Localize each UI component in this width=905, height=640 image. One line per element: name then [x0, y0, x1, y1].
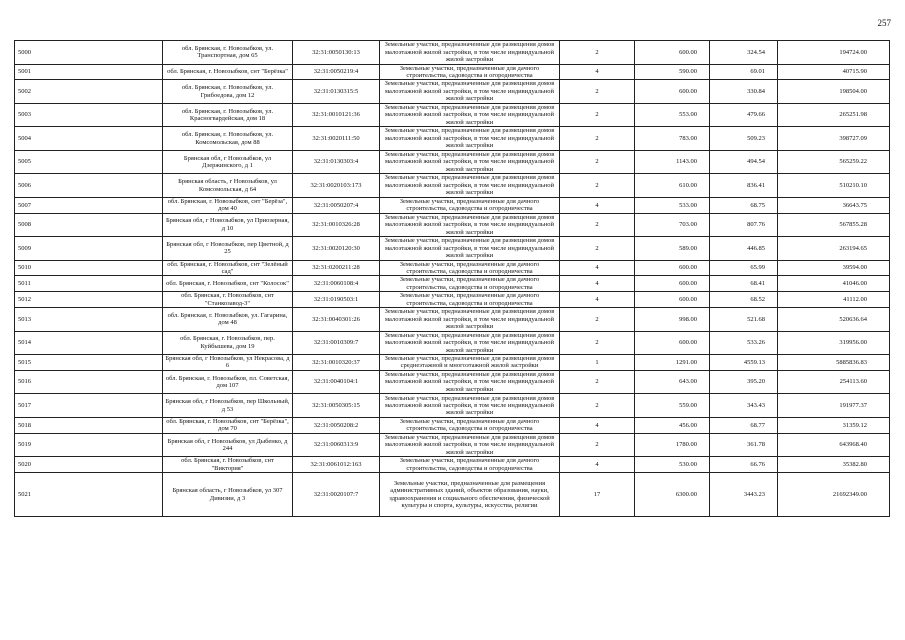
land-use-cell: Земельные участки, предназначенные для размещения домов малоэтажной жилой застройки, в том числе индивидуальной жилой застройки — [380, 174, 560, 198]
address-cell: Брянская обл, г Новозыбков, ул Приозерная, д 10 — [163, 213, 293, 237]
area-cell: 600.00 — [635, 292, 710, 308]
cadastral-number-cell: 32:31:0050130:13 — [293, 41, 380, 65]
land-use-cell: Земельные участки, предназначенные для дачного строительства, садоводства и огородничества — [380, 64, 560, 80]
area-cell: 1143.00 — [635, 150, 710, 174]
land-use-cell: Земельные участки, предназначенные для размещения домов малоэтажной жилой застройки, в том числе индивидуальной жилой застройки — [380, 308, 560, 332]
cadastral-number-cell: 32:31:0130303:4 — [293, 150, 380, 174]
cadastral-value-cell: 265251.98 — [778, 103, 890, 127]
cadastral-number-cell: 32:31:0060108:4 — [293, 276, 380, 292]
area-cell: 6300.00 — [635, 473, 710, 517]
group-cell: 4 — [560, 64, 635, 80]
cadastral-number-cell: 32:31:0190503:1 — [293, 292, 380, 308]
unit-value-cell: 807.76 — [710, 213, 778, 237]
cadastral-value-cell: 254113.60 — [778, 370, 890, 394]
unit-value-cell: 3443.23 — [710, 473, 778, 517]
cadastral-number-cell: 32:31:0061012:163 — [293, 457, 380, 473]
unit-value-cell: 4559.13 — [710, 355, 778, 371]
row-number-cell: 5012 — [15, 292, 163, 308]
page-number: 257 — [877, 18, 891, 28]
cadastral-number-cell: 32:31:0040104:1 — [293, 370, 380, 394]
address-cell: Брянская обл, г Новозыбков, пер Цветной, д 25 — [163, 237, 293, 261]
area-cell: 643.00 — [635, 370, 710, 394]
cadastral-value-cell: 398727.09 — [778, 127, 890, 151]
group-cell: 2 — [560, 433, 635, 457]
area-cell: 559.00 — [635, 394, 710, 418]
address-cell: обл. Брянская, г. Новозыбков, снт "Берёза", дом 40 — [163, 197, 293, 213]
group-cell: 2 — [560, 237, 635, 261]
group-cell: 2 — [560, 150, 635, 174]
row-number-cell: 5005 — [15, 150, 163, 174]
address-cell: Брянская область, г Новозыбков, ул Комсомольская, д 64 — [163, 174, 293, 198]
cadastral-number-cell: 32:31:0010326:28 — [293, 213, 380, 237]
area-cell: 600.00 — [635, 260, 710, 276]
address-cell: обл. Брянская, г. Новозыбков, снт "Станкозавод-3" — [163, 292, 293, 308]
group-cell: 2 — [560, 174, 635, 198]
group-cell: 4 — [560, 260, 635, 276]
area-cell: 456.00 — [635, 417, 710, 433]
cadastral-value-cell: 198504.00 — [778, 80, 890, 104]
unit-value-cell: 479.66 — [710, 103, 778, 127]
group-cell: 2 — [560, 394, 635, 418]
cadastral-value-cell: 21692349.00 — [778, 473, 890, 517]
unit-value-cell: 65.99 — [710, 260, 778, 276]
area-cell: 600.00 — [635, 276, 710, 292]
cadastral-number-cell: 32:31:0020107:7 — [293, 473, 380, 517]
cadastral-value-cell: 319956.00 — [778, 331, 890, 355]
group-cell: 4 — [560, 457, 635, 473]
cadastral-number-cell: 32:31:0010121:36 — [293, 103, 380, 127]
address-cell: обл. Брянская, г. Новозыбков, снт "Зелёный сад" — [163, 260, 293, 276]
row-number-cell: 5003 — [15, 103, 163, 127]
land-use-cell: Земельные участки, предназначенные для размещения домов малоэтажной жилой застройки, в том числе индивидуальной жилой застройки — [380, 394, 560, 418]
group-cell: 2 — [560, 127, 635, 151]
row-number-cell: 5009 — [15, 237, 163, 261]
cadastral-number-cell: 32:31:0010309:7 — [293, 331, 380, 355]
address-cell: Брянская обл, г Новозыбков, ул Дзержинского, д 1 — [163, 150, 293, 174]
group-cell: 17 — [560, 473, 635, 517]
table-row — [15, 213, 890, 237]
cadastral-number-cell: 32:31:0050207:4 — [293, 197, 380, 213]
area-cell: 1291.00 — [635, 355, 710, 371]
group-cell: 2 — [560, 308, 635, 332]
row-number-cell: 5002 — [15, 80, 163, 104]
group-cell: 2 — [560, 103, 635, 127]
address-cell: обл. Брянская, г. Новозыбков, ул. Гагарина, дом 48 — [163, 308, 293, 332]
unit-value-cell: 68.52 — [710, 292, 778, 308]
row-number-cell: 5018 — [15, 417, 163, 433]
group-cell: 2 — [560, 213, 635, 237]
land-use-cell: Земельные участки, предназначенные для размещения домов малоэтажной жилой застройки, в том числе индивидуальной жилой застройки — [380, 80, 560, 104]
area-cell: 600.00 — [635, 331, 710, 355]
table-row — [15, 127, 890, 151]
table-row — [15, 150, 890, 174]
unit-value-cell: 395.20 — [710, 370, 778, 394]
cadastral-value-cell: 36643.75 — [778, 197, 890, 213]
cadastral-number-cell: 32:31:0050305:15 — [293, 394, 380, 418]
unit-value-cell: 68.41 — [710, 276, 778, 292]
row-number-cell: 5004 — [15, 127, 163, 151]
cadastral-value-cell: 39594.00 — [778, 260, 890, 276]
cadastral-number-cell: 32:31:0060313:9 — [293, 433, 380, 457]
area-cell: 530.00 — [635, 457, 710, 473]
area-cell: 553.00 — [635, 103, 710, 127]
row-number-cell: 5015 — [15, 355, 163, 371]
land-use-cell: Земельные участки, предназначенные для размещения домов малоэтажной жилой застройки, в том числе индивидуальной жилой застройки — [380, 127, 560, 151]
table-body — [15, 41, 890, 517]
cadastral-value-cell: 263194.65 — [778, 237, 890, 261]
address-cell: обл. Брянская, г. Новозыбков, пл. Советская, дом 107 — [163, 370, 293, 394]
unit-value-cell: 509.23 — [710, 127, 778, 151]
address-cell: Брянская обл, г Новозыбков, ул Дыбенко, д 244 — [163, 433, 293, 457]
table-row — [15, 276, 890, 292]
unit-value-cell: 343.43 — [710, 394, 778, 418]
group-cell: 4 — [560, 417, 635, 433]
unit-value-cell: 836.41 — [710, 174, 778, 198]
land-use-cell: Земельные участки, предназначенные для дачного строительства, садоводства и огородничества — [380, 197, 560, 213]
cadastral-value-cell: 565259.22 — [778, 150, 890, 174]
group-cell: 1 — [560, 355, 635, 371]
cadastral-value-cell: 41112.00 — [778, 292, 890, 308]
land-use-cell: Земельные участки, предназначенные для размещения домов малоэтажной жилой застройки, в том числе индивидуальной жилой застройки — [380, 433, 560, 457]
group-cell: 4 — [560, 276, 635, 292]
area-cell: 589.00 — [635, 237, 710, 261]
unit-value-cell: 494.54 — [710, 150, 778, 174]
table-row — [15, 331, 890, 355]
unit-value-cell: 521.68 — [710, 308, 778, 332]
row-number-cell: 5017 — [15, 394, 163, 418]
address-cell: обл. Брянская, г. Новозыбков, снт "Берёзка" — [163, 64, 293, 80]
land-use-cell: Земельные участки, предназначенные для размещения домов малоэтажной жилой застройки, в том числе индивидуальной жилой застройки — [380, 331, 560, 355]
table-row — [15, 308, 890, 332]
unit-value-cell: 533.26 — [710, 331, 778, 355]
address-cell: обл. Брянская, г. Новозыбков, снт "Виктория" — [163, 457, 293, 473]
group-cell: 2 — [560, 331, 635, 355]
table-row — [15, 237, 890, 261]
address-cell: обл. Брянская, г. Новозыбков, снт "Берёзка", дом 70 — [163, 417, 293, 433]
cadastral-value-cell: 194724.00 — [778, 41, 890, 65]
group-cell: 2 — [560, 370, 635, 394]
land-use-cell: Земельные участки, предназначенные для размещения административных зданий, объектов образования, науки, здравоохранения и социального обеспечения, физической культуры и спорта, культуры, искусства, религии — [380, 473, 560, 517]
row-number-cell: 5014 — [15, 331, 163, 355]
land-use-cell: Земельные участки, предназначенные для дачного строительства, садоводства и огородничества — [380, 417, 560, 433]
cadastral-number-cell: 32:31:0050219:4 — [293, 64, 380, 80]
land-use-cell: Земельные участки, предназначенные для дачного строительства, садоводства и огородничества — [380, 260, 560, 276]
land-use-cell: Земельные участки, предназначенные для дачного строительства, садоводства и огородничества — [380, 276, 560, 292]
address-cell: обл. Брянская, г. Новозыбков, пер. Куйбышева, дом 19 — [163, 331, 293, 355]
address-cell: обл. Брянская, г. Новозыбков, ул. Комсомольская, дом 88 — [163, 127, 293, 151]
address-cell: обл. Брянская, г. Новозыбков, ул. Грибоедова, дом 12 — [163, 80, 293, 104]
unit-value-cell: 361.78 — [710, 433, 778, 457]
area-cell: 590.00 — [635, 64, 710, 80]
address-cell: Брянская область, г Новозыбков, ул 307 Дивизии, д 3 — [163, 473, 293, 517]
table-row — [15, 457, 890, 473]
table-row — [15, 417, 890, 433]
cadastral-value-cell: 41046.00 — [778, 276, 890, 292]
area-cell: 998.00 — [635, 308, 710, 332]
land-use-cell: Земельные участки, предназначенные для размещения домов малоэтажной жилой застройки, в том числе индивидуальной жилой застройки — [380, 213, 560, 237]
unit-value-cell: 330.84 — [710, 80, 778, 104]
cadastral-number-cell: 32:31:0050208:2 — [293, 417, 380, 433]
land-use-cell: Земельные участки, предназначенные для размещения домов среднеэтажной и многоэтажной жилой застройки — [380, 355, 560, 371]
row-number-cell: 5010 — [15, 260, 163, 276]
cadastral-value-cell: 35382.80 — [778, 457, 890, 473]
address-cell: обл. Брянская, г. Новозыбков, снт "Колосок" — [163, 276, 293, 292]
area-cell: 1780.00 — [635, 433, 710, 457]
cadastral-value-cell: 567855.28 — [778, 213, 890, 237]
row-number-cell: 5007 — [15, 197, 163, 213]
cadastral-value-cell: 520636.64 — [778, 308, 890, 332]
table-row — [15, 292, 890, 308]
unit-value-cell: 446.85 — [710, 237, 778, 261]
land-use-cell: Земельные участки, предназначенные для размещения домов малоэтажной жилой застройки, в том числе индивидуальной жилой застройки — [380, 237, 560, 261]
cadastral-number-cell: 32:31:0040301:26 — [293, 308, 380, 332]
table-row — [15, 197, 890, 213]
table-row — [15, 370, 890, 394]
address-cell: обл. Брянская, г. Новозыбков, ул. Красногвардейская, дом 18 — [163, 103, 293, 127]
table-row — [15, 41, 890, 65]
table-row — [15, 433, 890, 457]
row-number-cell: 5001 — [15, 64, 163, 80]
table-row — [15, 394, 890, 418]
area-cell: 703.00 — [635, 213, 710, 237]
cadastral-number-cell: 32:31:0200211:28 — [293, 260, 380, 276]
cadastral-number-cell: 32:31:0020111:50 — [293, 127, 380, 151]
group-cell: 4 — [560, 197, 635, 213]
cadastral-value-table — [14, 40, 890, 517]
row-number-cell: 5013 — [15, 308, 163, 332]
land-use-cell: Земельные участки, предназначенные для размещения домов малоэтажной жилой застройки, в том числе индивидуальной жилой застройки — [380, 370, 560, 394]
land-use-cell: Земельные участки, предназначенные для размещения домов малоэтажной жилой застройки, в том числе индивидуальной жилой застройки — [380, 41, 560, 65]
row-number-cell: 5021 — [15, 473, 163, 517]
cadastral-number-cell: 32:31:0020103:173 — [293, 174, 380, 198]
cadastral-value-cell: 5885836.83 — [778, 355, 890, 371]
row-number-cell: 5006 — [15, 174, 163, 198]
land-use-cell: Земельные участки, предназначенные для размещения домов малоэтажной жилой застройки, в том числе индивидуальной жилой застройки — [380, 150, 560, 174]
unit-value-cell: 324.54 — [710, 41, 778, 65]
address-cell: Брянская обл, г Новозыбков, пер Школьный, д 53 — [163, 394, 293, 418]
group-cell: 2 — [560, 80, 635, 104]
area-cell: 783.00 — [635, 127, 710, 151]
table-row — [15, 64, 890, 80]
cadastral-value-cell: 40715.90 — [778, 64, 890, 80]
row-number-cell: 5020 — [15, 457, 163, 473]
row-number-cell: 5008 — [15, 213, 163, 237]
cadastral-value-cell: 643968.40 — [778, 433, 890, 457]
land-use-cell: Земельные участки, предназначенные для дачного строительства, садоводства и огородничества — [380, 292, 560, 308]
table-row — [15, 260, 890, 276]
area-cell: 600.00 — [635, 41, 710, 65]
land-use-cell: Земельные участки, предназначенные для дачного строительства, садоводства и огородничества — [380, 457, 560, 473]
unit-value-cell: 68.77 — [710, 417, 778, 433]
area-cell: 533.00 — [635, 197, 710, 213]
group-cell: 4 — [560, 292, 635, 308]
row-number-cell: 5000 — [15, 41, 163, 65]
row-number-cell: 5011 — [15, 276, 163, 292]
area-cell: 610.00 — [635, 174, 710, 198]
cadastral-number-cell: 32:31:0020120:30 — [293, 237, 380, 261]
table-row — [15, 174, 890, 198]
row-number-cell: 5016 — [15, 370, 163, 394]
cadastral-value-cell: 31359.12 — [778, 417, 890, 433]
unit-value-cell: 69.01 — [710, 64, 778, 80]
cadastral-value-cell: 191977.37 — [778, 394, 890, 418]
table-row — [15, 473, 890, 517]
land-use-cell: Земельные участки, предназначенные для размещения домов малоэтажной жилой застройки, в том числе индивидуальной жилой застройки — [380, 103, 560, 127]
area-cell: 600.00 — [635, 80, 710, 104]
address-cell: Брянская обл, г Новозыбков, ул Некрасова, д 6 — [163, 355, 293, 371]
table-row — [15, 80, 890, 104]
table-row — [15, 103, 890, 127]
cadastral-number-cell: 32:31:0010320:37 — [293, 355, 380, 371]
address-cell: обл. Брянская, г. Новозыбков, ул. Транспортная, дом 65 — [163, 41, 293, 65]
cadastral-value-cell: 510210.10 — [778, 174, 890, 198]
group-cell: 2 — [560, 41, 635, 65]
cadastral-number-cell: 32:31:0130315:5 — [293, 80, 380, 104]
table-row — [15, 355, 890, 371]
unit-value-cell: 66.76 — [710, 457, 778, 473]
row-number-cell: 5019 — [15, 433, 163, 457]
unit-value-cell: 68.75 — [710, 197, 778, 213]
